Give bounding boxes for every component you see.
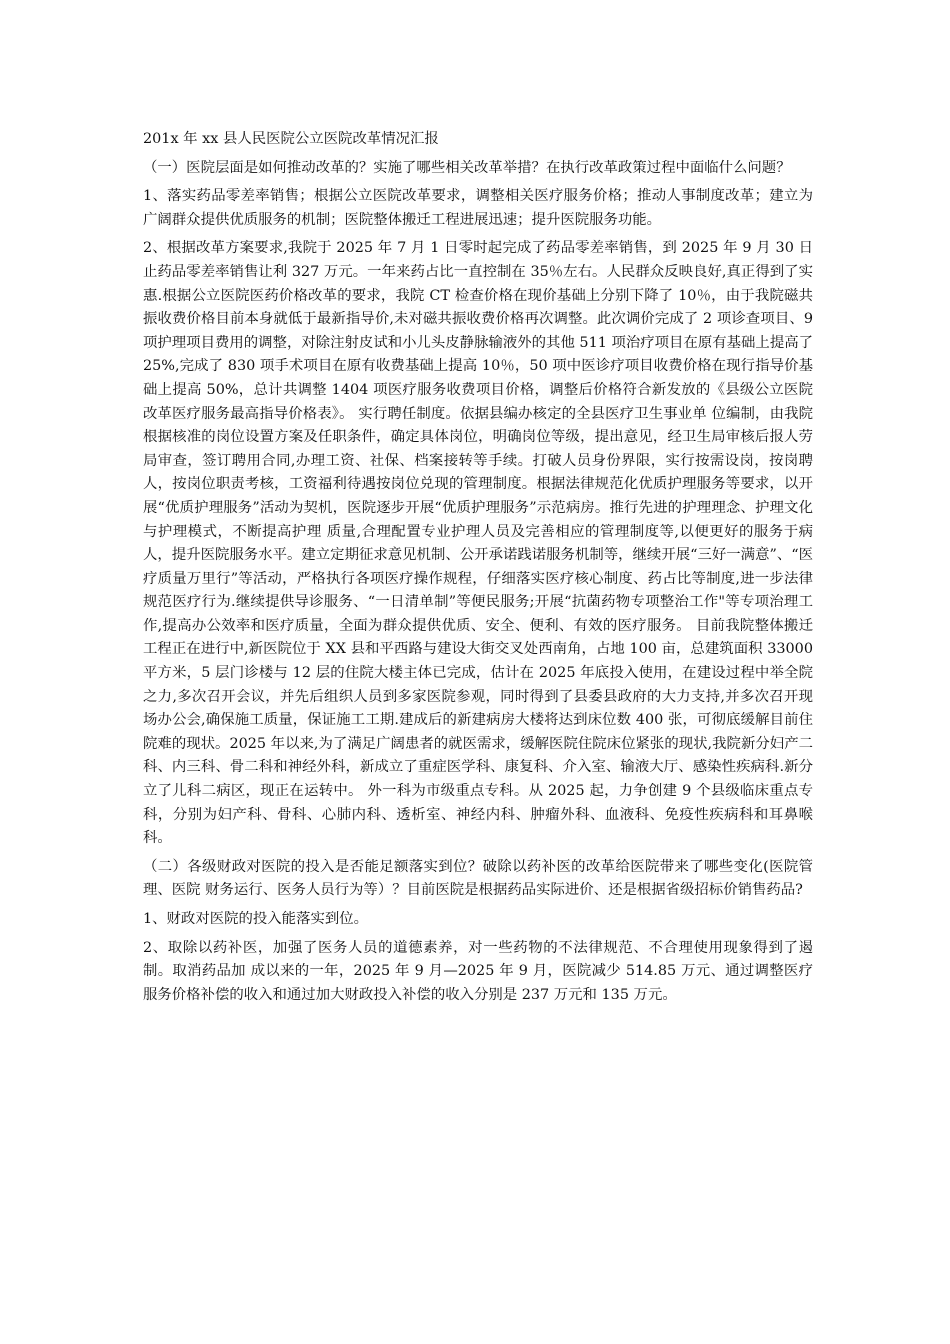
paragraph-4: 2、取除以药补医，加强了医务人员的道德素养，对一些药物的不法律规范、不合理使用现象得到了遏制。取消药品加 成以来的一年，2025 年 9 月—2025 年 9 月，医院减少 514.85 万元、通过调整医疗服务价格补偿的收入和通过加大财政投入补偿的收入分别是 237 万元和 135 万元。 <box>143 939 813 1003</box>
paragraph-2: 2、根据改革方案要求,我院于 2025 年 7 月 1 日零时起完成了药品零差率销售，到 2025 年 9 月 30 日止药品零差率销售让利 327 万元。一年来药占比一直控制在 35％左右。人民群众反映良好,真正得到了实惠.根据公立医院医药价格改革的要求，我院 CT 检查价格在现价基础上分别下降了 10％，由于我院磁共振收费价格目前本身就低于最新指导价,未对磁共振收费价格再次调整。此次调价完成了 2 项诊查项目、9 项护理项目费用的调整，对除注射皮试和小儿头皮静脉输液外的其他 511 项治疗项目在原有基础上提高了 25%,完成了 830 项手术项目在原有收费基础上提高 10％，50 项中医诊疗项目收费价格在现行指导价基础上提高 50%，总计共调整 1404 项医疗服务收费项目价格，调整后价格符合新发放的《县级公立医院改革医疗服务最高指导价格表》。 实行聘任制度。依据县编办核定的全县医疗卫生事业单 位编制，由我院根据核准的岗位设置方案及任职条件，确定具体岗位，明确岗位等级，提出意见，经卫生局审核后报人劳局审查，签订聘用合同,办理工资、社保、档案接转等手续。打破人员身份界限，实行按需设岗，按岗聘人，按岗位职责考核，工资福利待遇按岗位兑现的管理制度。根据法律规范化优质护理服务等要求，以开展“优质护理服务”活动为契机，医院逐步开展“优质护理服务”示范病房。推行先进的护理理念、护理文化与护理模式，不断提高护理 质量,合理配置专业护理人员及完善相应的管理制度等,以便更好的服务于病人，提升医院服务水平。建立定期征求意见机制、公开承诺践诺服务机制等，继续开展“三好一满意”、“医疗质量万里行”等活动，严格执行各项医疗操作规程，仔细落实医疗核心制度、药占比等制度,进一步法律规范医疗行为.继续提供导诊服务、“一日清单制”等便民服务;开展“抗菌药物专项整治工作"等专项治理工作,提高办公效率和医疗质量，全面为群众提供优质、安全、便利、有效的医疗服务。 目前我院整体搬迁工程正在进行中,新医院位于 XX 县和平西路与建设大街交叉处西南角，占地 100 亩，总建筑面积 33000 平方米，5 层门诊楼与 12 层的住院大楼主体已完成，估计在 2025 年底投入使用，在建设过程中举全院之力,多次召开会议，并先后组织人员到多家医院参观，同时得到了县委县政府的大力支持,并多次召开现场办公会,确保施工质量，保证施工工期.建成后的新建病房大楼将达到床位数 400 张，可彻底缓解目前住院难的现状。2025 年以来,为了满足广阔患者的就医需求，缓解医院住院床位紧张的现状,我院新分妇产二科、内三科、骨二科和神经外科，新成立了重症医学科、康复科、介入室、输液大厅、感染性疾病科.新分立了儿科二病区，现正在运转中。 外一科为市级重点专科。从 2025 起，力争创建 9 个县级临床重点专科，分别为妇产科、骨科、心肺内科、透析室、神经内科、肿瘤外科、血液科、免疫性疾病科和耳鼻喉科。 <box>143 240 813 847</box>
section-heading-2: （二）各级财政对医院的投入是否能足额落实到位？破除以药补医的改革给医院带来了哪些变化(医院管理、医院 财务运行、医务人员行为等）？目前医院是根据药品实际进价、还是根据省级招标价销售药品? <box>143 858 813 899</box>
document-page <box>143 128 813 1012</box>
paragraph-3: 1、财政对医院的投入能落实到位。 <box>143 911 369 927</box>
paragraph-1: 1、落实药品零差率销售；根据公立医院改革要求，调整相关医疗服务价格；推动人事制度改革；建立为广阔群众提供优质服务的机制；医院整体搬迁工程进展迅速；提升医院服务功能。 <box>143 188 813 228</box>
section-heading-1: （一）医院层面是如何推动改革的？实施了哪些相关改革举措？在执行改革政策过程中面临什么问题？ <box>143 159 791 176</box>
document-title: 201x 年 xx 县人民医院公立医院改革情况汇报 <box>143 131 439 147</box>
